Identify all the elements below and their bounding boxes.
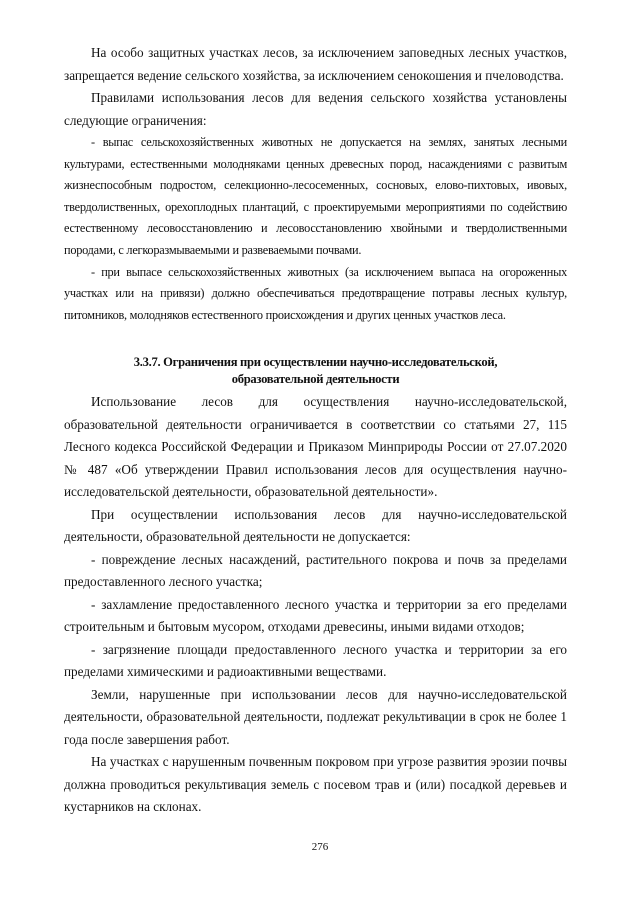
paragraph-agriculture-ban: На особо защитных участках лесов, за исключением заповедных лесных участков, запрещается ведение сельского хозяйства, за исключением сенокошения и пчеловодства.	[64, 45, 567, 83]
list-item-grazing-prohibited: - выпас сельскохозяйственных животных не допускается на землях, занятых лесными культурами, естественными молодняками ценных древесных пород, насаждениями с развитым жизнеспособным подростом, селекционно-лесосеменных, сосновых, елово-пихтовых, ивовых, твердолиственных, орехоплодных плантаций, с проектируемыми мероприятиями по содействию естественному лесовосстановлению и лесовосстановлению хвойными и твердолиственными породами, с легкоразмываемыми и развеваемыми почвами.	[64, 135, 567, 257]
document-page	[64, 42, 567, 819]
list-item-damage: - повреждение лесных насаждений, растительного покрова и почв за пределами предоставленного лесного участка;	[64, 551, 567, 590]
list-item-pollution: - загрязнение площади предоставленного лесного участка и территории за его пределами химическими и радиоактивными веществами.	[64, 641, 567, 680]
section-heading-line-2: образовательной деятельности	[231, 371, 400, 386]
paragraph-research-usage: Использование лесов для осуществления научно-исследовательской, образовательной деятельности ограничивается в соответствии со статьями 27, 115 Лесного кодекса Российской Федерации и Приказом Минприроды России от 27.07.2020 № 487 «Об утверждении Правил использования лесов для осуществления научно-исследовательской деятельности, образовательной деятельности».	[64, 394, 567, 500]
paragraph-erosion: На участках с нарушенным почвенным покровом при угрозе развития эрозии почвы должна проводиться рекультивация земель с посевом трав и (или) посадкой деревьев и кустарников на склонах.	[64, 754, 567, 815]
paragraph-not-allowed: При осуществлении использования лесов для научно-исследовательской деятельности, образовательной деятельности не допускается:	[64, 506, 567, 545]
section-heading-line-1: 3.3.7. Ограничения при осуществлении научно-исследовательской,	[133, 355, 498, 370]
paragraph-recultivation: Земли, нарушенные при использовании лесов для научно-исследовательской деятельности, образовательной деятельности, подлежат рекультивации в срок не более 1 года после завершения работ.	[64, 686, 567, 747]
list-item-littering: - захламление предоставленного лесного участка и территории за его пределами строительным и бытовым мусором, отходами древесины, иными видами отходов;	[64, 596, 567, 635]
section-heading	[64, 354, 567, 387]
paragraph-agriculture-rules: Правилами использования лесов для ведения сельского хозяйства установлены следующие ограничения:	[64, 90, 567, 128]
list-item-grazing-protection: - при выпасе сельскохозяйственных животных (за исключением выпаса на огороженных участках или на привязи) должно обеспечиваться предотвращение потравы лесных культур, питомников, молодняков естественного происхождения и других ценных участков леса.	[64, 264, 567, 322]
page-number: 276	[311, 841, 329, 853]
